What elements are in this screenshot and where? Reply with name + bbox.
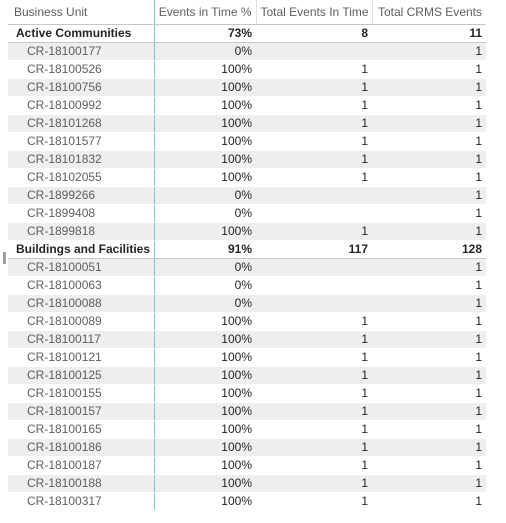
row-in-time: 1: [256, 313, 372, 331]
table-row[interactable]: [8, 187, 486, 205]
table-row[interactable]: [8, 439, 486, 457]
row-business-unit: CR-18101577: [8, 133, 154, 151]
row-total: 1: [372, 187, 486, 205]
table-row[interactable]: [8, 367, 486, 385]
row-pct: 0%: [154, 43, 256, 61]
table-row[interactable]: [8, 295, 486, 313]
row-in-time: [256, 43, 372, 61]
row-pct: 0%: [154, 259, 256, 277]
row-business-unit: CR-1899266: [8, 187, 154, 205]
row-total: 1: [372, 97, 486, 115]
table-row[interactable]: [8, 205, 486, 223]
row-in-time: 1: [256, 457, 372, 475]
row-in-time: 1: [256, 367, 372, 385]
row-pct: 100%: [154, 151, 256, 169]
row-pct: 100%: [154, 457, 256, 475]
row-pct: 100%: [154, 97, 256, 115]
row-business-unit: CR-1899408: [8, 205, 154, 223]
group-total: 128: [372, 241, 486, 259]
row-in-time: 1: [256, 421, 372, 439]
row-business-unit: CR-18100089: [8, 313, 154, 331]
row-pct: 100%: [154, 475, 256, 493]
row-business-unit: CR-18100088: [8, 295, 154, 313]
row-total: 1: [372, 205, 486, 223]
group-name: Active Communities: [8, 25, 154, 43]
row-total: 1: [372, 331, 486, 349]
row-pct: 100%: [154, 79, 256, 97]
header-row: [8, 0, 486, 25]
row-total: 1: [372, 277, 486, 295]
row-total: 1: [372, 43, 486, 61]
table-row[interactable]: [8, 133, 486, 151]
table-row[interactable]: [8, 43, 486, 61]
row-business-unit: CR-18100186: [8, 439, 154, 457]
row-in-time: [256, 277, 372, 295]
group-pct: 73%: [154, 25, 256, 43]
row-business-unit: CR-18100125: [8, 367, 154, 385]
row-in-time: 1: [256, 97, 372, 115]
group-row[interactable]: [8, 25, 486, 43]
row-in-time: 1: [256, 475, 372, 493]
row-business-unit: CR-18102055: [8, 169, 154, 187]
row-business-unit: CR-18100051: [8, 259, 154, 277]
row-pct: 100%: [154, 313, 256, 331]
header-business-unit[interactable]: Business Unit: [8, 0, 154, 25]
table-row[interactable]: [8, 313, 486, 331]
row-pct: 100%: [154, 385, 256, 403]
row-pct: 100%: [154, 403, 256, 421]
row-total: 1: [372, 133, 486, 151]
row-in-time: [256, 205, 372, 223]
row-in-time: 1: [256, 151, 372, 169]
row-in-time: 1: [256, 331, 372, 349]
resize-handle[interactable]: [3, 252, 6, 264]
row-total: 1: [372, 295, 486, 313]
row-business-unit: CR-18100188: [8, 475, 154, 493]
row-in-time: 1: [256, 115, 372, 133]
row-business-unit: CR-18100756: [8, 79, 154, 97]
table-row[interactable]: [8, 223, 486, 241]
row-in-time: 1: [256, 439, 372, 457]
table-row[interactable]: [8, 385, 486, 403]
row-pct: 0%: [154, 187, 256, 205]
table-row[interactable]: [8, 115, 486, 133]
row-pct: 100%: [154, 61, 256, 79]
row-pct: 0%: [154, 205, 256, 223]
row-business-unit: CR-18100177: [8, 43, 154, 61]
row-total: 1: [372, 367, 486, 385]
table-row[interactable]: [8, 349, 486, 367]
table-row[interactable]: [8, 475, 486, 493]
row-in-time: 1: [256, 133, 372, 151]
group-pct: 91%: [154, 241, 256, 259]
header-total-events-in-time[interactable]: Total Events In Time: [256, 0, 372, 25]
row-total: 1: [372, 403, 486, 421]
row-total: 1: [372, 169, 486, 187]
row-total: 1: [372, 223, 486, 241]
table-row[interactable]: [8, 151, 486, 169]
row-business-unit: CR-18100117: [8, 331, 154, 349]
group-row[interactable]: [8, 241, 486, 259]
row-total: 1: [372, 385, 486, 403]
row-in-time: 1: [256, 169, 372, 187]
row-business-unit: CR-18100155: [8, 385, 154, 403]
row-in-time: 1: [256, 223, 372, 241]
row-total: 1: [372, 457, 486, 475]
row-pct: 100%: [154, 169, 256, 187]
row-business-unit: CR-18101832: [8, 151, 154, 169]
group-name: Buildings and Facilities: [8, 241, 154, 259]
row-in-time: 1: [256, 349, 372, 367]
row-pct: 100%: [154, 367, 256, 385]
row-in-time: [256, 259, 372, 277]
table-row[interactable]: [8, 421, 486, 439]
group-total: 11: [372, 25, 486, 43]
header-events-in-time-pct[interactable]: Events in Time %: [154, 0, 256, 25]
group-in-time: 8: [256, 25, 372, 43]
row-pct: 0%: [154, 277, 256, 295]
row-total: 1: [372, 61, 486, 79]
row-in-time: [256, 187, 372, 205]
row-business-unit: CR-1899818: [8, 223, 154, 241]
row-in-time: [256, 295, 372, 313]
row-pct: 100%: [154, 439, 256, 457]
row-pct: 100%: [154, 349, 256, 367]
row-total: 1: [372, 259, 486, 277]
row-pct: 100%: [154, 331, 256, 349]
matrix-body: [8, 25, 486, 511]
row-total: 1: [372, 151, 486, 169]
row-total: 1: [372, 115, 486, 133]
row-business-unit: CR-18101268: [8, 115, 154, 133]
row-in-time: 1: [256, 61, 372, 79]
row-total: 1: [372, 313, 486, 331]
group-in-time: 117: [256, 241, 372, 259]
row-business-unit: CR-18100121: [8, 349, 154, 367]
table-row[interactable]: [8, 277, 486, 295]
row-total: 1: [372, 493, 486, 511]
row-in-time: 1: [256, 493, 372, 511]
table-row[interactable]: [8, 169, 486, 187]
row-total: 1: [372, 79, 486, 97]
table-row[interactable]: [8, 331, 486, 349]
row-business-unit: CR-18100157: [8, 403, 154, 421]
table-row[interactable]: [8, 79, 486, 97]
matrix-table: [8, 0, 486, 523]
table-row[interactable]: [8, 259, 486, 277]
row-total: 1: [372, 475, 486, 493]
row-total: 1: [372, 349, 486, 367]
row-in-time: 1: [256, 79, 372, 97]
row-in-time: 1: [256, 403, 372, 421]
row-in-time: 1: [256, 385, 372, 403]
header-total-crms-events[interactable]: Total CRMS Events: [372, 0, 486, 25]
row-business-unit: CR-18100992: [8, 97, 154, 115]
table-row[interactable]: [8, 61, 486, 79]
row-business-unit: CR-18100317: [8, 493, 154, 511]
row-total: 1: [372, 439, 486, 457]
table-row[interactable]: [8, 97, 486, 115]
row-pct: 0%: [154, 295, 256, 313]
row-pct: 100%: [154, 223, 256, 241]
row-pct: 100%: [154, 133, 256, 151]
row-business-unit: CR-18100526: [8, 61, 154, 79]
row-pct: 100%: [154, 421, 256, 439]
row-total: 1: [372, 421, 486, 439]
row-business-unit: CR-18100165: [8, 421, 154, 439]
table-row[interactable]: [8, 493, 486, 511]
row-pct: 100%: [154, 115, 256, 133]
row-business-unit: CR-18100187: [8, 457, 154, 475]
row-pct: 100%: [154, 493, 256, 511]
matrix-grid: [8, 0, 486, 511]
row-business-unit: CR-18100063: [8, 277, 154, 295]
table-row[interactable]: [8, 457, 486, 475]
table-row[interactable]: [8, 403, 486, 421]
